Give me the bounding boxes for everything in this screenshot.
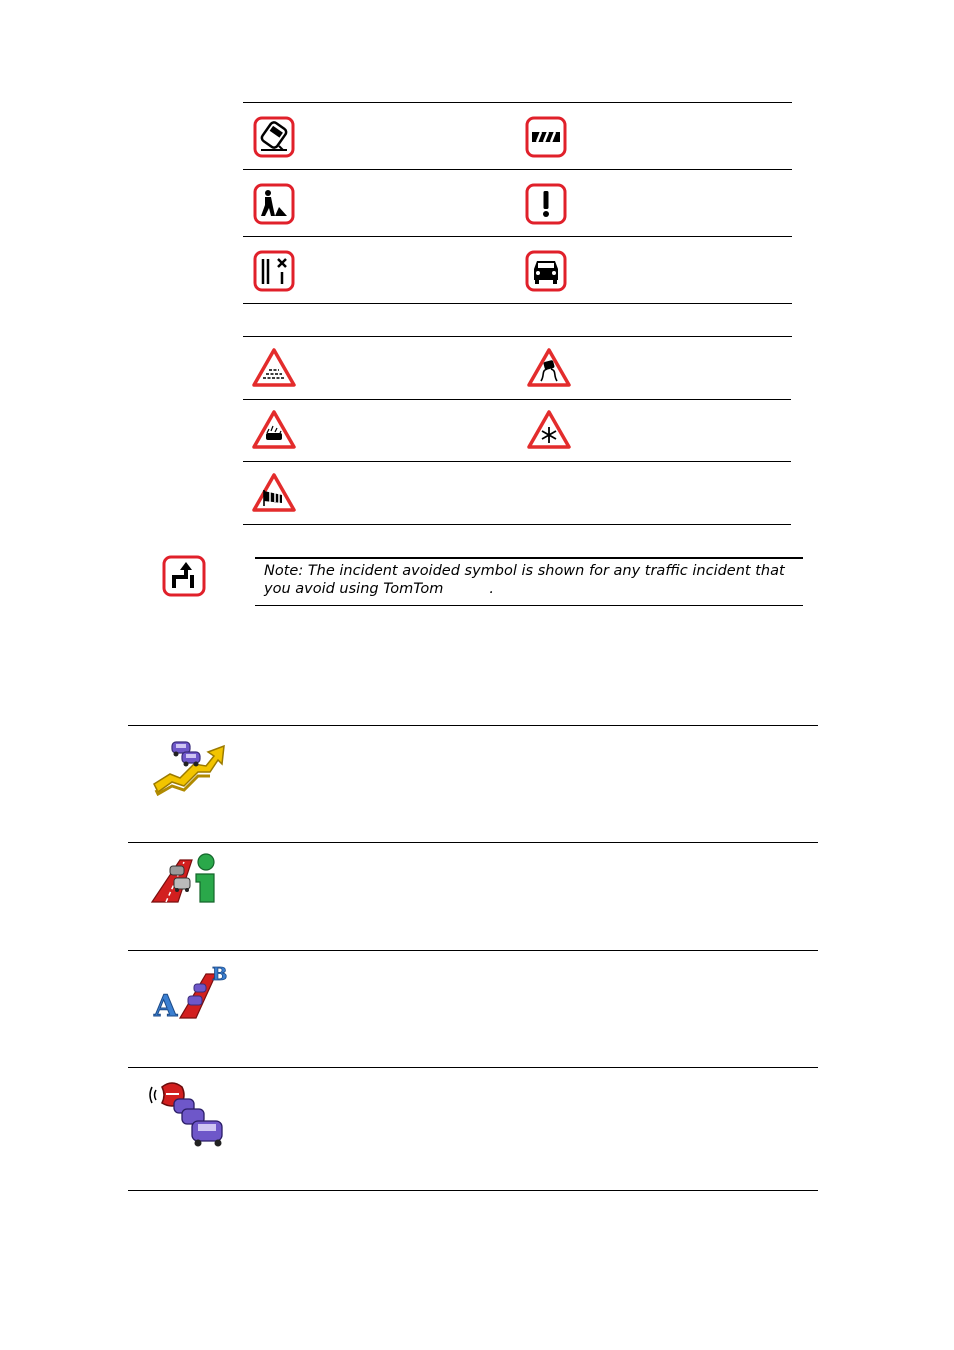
table-rule [128,1190,818,1191]
table-rule [243,336,792,337]
rain-icon [252,409,296,451]
table-rule [243,303,792,304]
svg-text:B: B [212,964,228,985]
note-rule-top [255,557,803,559]
table-rule [243,524,791,525]
table-rule [128,950,818,951]
table-rule [243,236,792,237]
show-traffic-on-route-icon[interactable] [150,852,230,906]
table-rule [243,102,792,103]
fog-icon [252,347,296,389]
note-text [264,562,800,598]
roadworks-icon [253,183,295,225]
accident-icon [253,116,295,158]
commute-traffic-icon[interactable] [150,962,230,1022]
table-rule [243,399,791,400]
note-line-1: Note: The incident avoided symbol is shown for any traffic incident that [264,563,785,579]
note-line-2: you avoid using TomTom . [264,581,495,597]
lane-closure-icon [253,250,295,292]
incident-avoided-icon [162,555,206,597]
svg-text:A: A [154,989,178,1022]
table-rule [243,169,792,170]
incident-icon [525,183,567,225]
snow-ice-icon [527,409,571,451]
read-aloud-traffic-info-icon[interactable] [146,1077,232,1149]
wind-icon [252,472,296,514]
table-rule [128,725,818,726]
table-rule [128,1067,818,1068]
minimise-traffic-delays-icon[interactable] [150,736,228,798]
table-rule [243,461,791,462]
table-rule [128,842,818,843]
road-closed-icon [525,116,567,158]
traffic-jam-icon [525,250,567,292]
note-rule-bottom [255,605,803,606]
slippery-road-icon [527,347,571,389]
